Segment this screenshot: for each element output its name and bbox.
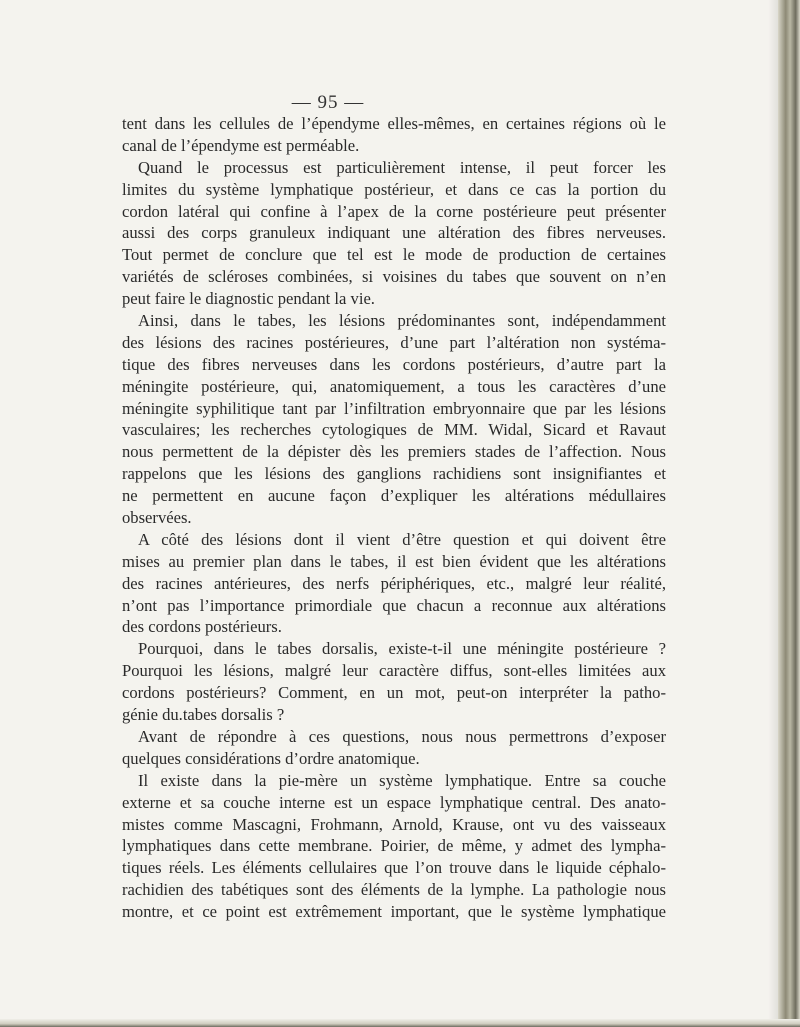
text-line: nous permettent de la dépister dès les premiers stades de l’affection. Nous bbox=[122, 442, 666, 462]
text-line: aussi des corps granuleux indiquant une altération des fibres nerveuses. bbox=[122, 223, 666, 243]
text-line: méningite postérieure, qui, anatomiquement, a tous les caractères d’une bbox=[122, 376, 666, 396]
text-line: tiques réels. Les éléments cellulaires que l’on trouve dans le liquide céphalo- bbox=[122, 858, 666, 878]
text-line: Il existe dans la pie-mère un système lymphatique. Entre sa couche bbox=[138, 770, 666, 790]
text-line: A côté des lésions dont il vient d’être question et qui doivent être bbox=[138, 529, 666, 549]
text-line: montre, et ce point est extrêmement important, que le système lymphatique bbox=[122, 902, 666, 922]
text-line: limites du système lymphatique postérieur, et dans ce cas la portion du bbox=[122, 179, 666, 199]
text-line: cordon latéral qui confine à l’apex de la corne postérieure peut présenter bbox=[122, 201, 666, 221]
text-line: tique des fibres nerveuses dans les cordons postérieurs, d’autre part la bbox=[122, 354, 666, 374]
text-line: canal de l’épendyme est perméable. bbox=[122, 135, 360, 155]
text-line: Pourquoi les lésions, malgré leur caractère diffus, sont-elles limitées aux bbox=[122, 661, 666, 681]
text-line: rachidien des tabétiques sont des éléments de la lymphe. La pathologie nous bbox=[122, 880, 666, 900]
text-line: ne permettent en aucune façon d’expliquer les altérations médullaires bbox=[122, 486, 666, 506]
page-number: — 95 — bbox=[291, 92, 365, 113]
text-line: Ainsi, dans le tabes, les lésions prédominantes sont, indépendamment bbox=[138, 311, 666, 331]
body-text bbox=[122, 113, 666, 923]
text-line: quelques considérations d’ordre anatomique. bbox=[122, 748, 420, 768]
text-line: Tout permet de conclure que tel est le mode de production de certaines bbox=[122, 245, 666, 265]
text-line: lymphatiques dans cette membrane. Poirier, de même, y admet des lympha- bbox=[122, 836, 666, 856]
text-line: Avant de répondre à ces questions, nous nous permettrons d’exposer bbox=[138, 726, 666, 746]
text-line: externe et sa couche interne est un espace lymphatique central. Des anato- bbox=[122, 792, 666, 812]
book-binding-edge bbox=[778, 0, 800, 1027]
text-line: Quand le processus est particulièrement intense, il peut forcer les bbox=[138, 157, 666, 177]
text-line: rappelons que les lésions des ganglions rachidiens sont insignifiantes et bbox=[122, 464, 666, 484]
text-line: vasculaires; les recherches cytologiques de MM. Widal, Sicard et Ravaut bbox=[122, 420, 666, 440]
text-line: mises au premier plan dans le tabes, il est bien évident que les altérations bbox=[122, 551, 666, 571]
page-bottom-edge bbox=[0, 1019, 800, 1027]
text-line: observées. bbox=[122, 508, 192, 528]
text-line: cordons postérieurs? Comment, en un mot, peut-on interpréter la patho- bbox=[122, 683, 666, 703]
text-line: génie du.tabes dorsalis ? bbox=[122, 705, 285, 725]
text-line: mistes comme Mascagni, Frohmann, Arnold, Krause, ont vu des vaisseaux bbox=[122, 814, 666, 834]
text-line: Pourquoi, dans le tabes dorsalis, existe-t-il une méningite postérieure ? bbox=[138, 639, 666, 659]
text-line: méningite syphilitique tant par l’infiltration embryonnaire que par les lésions bbox=[122, 398, 666, 418]
text-line: variétés de scléroses combinées, si voisines du tabes que souvent on n’en bbox=[122, 267, 666, 287]
text-line: des racines antérieures, des nerfs périphériques, etc., malgré leur réalité, bbox=[122, 573, 666, 593]
text-line: tent dans les cellules de l’épendyme elles-mêmes, en certaines régions où le bbox=[122, 114, 666, 133]
text-line: des lésions des racines postérieures, d’une part l’altération non systéma- bbox=[122, 332, 666, 352]
text-line: n’ont pas l’importance primordiale que chacun a reconnue aux altérations bbox=[122, 595, 666, 615]
text-line: peut faire le diagnostic pendant la vie. bbox=[122, 289, 375, 309]
page-edge-shadow bbox=[768, 0, 778, 1027]
text-line: des cordons postérieurs. bbox=[122, 617, 282, 637]
